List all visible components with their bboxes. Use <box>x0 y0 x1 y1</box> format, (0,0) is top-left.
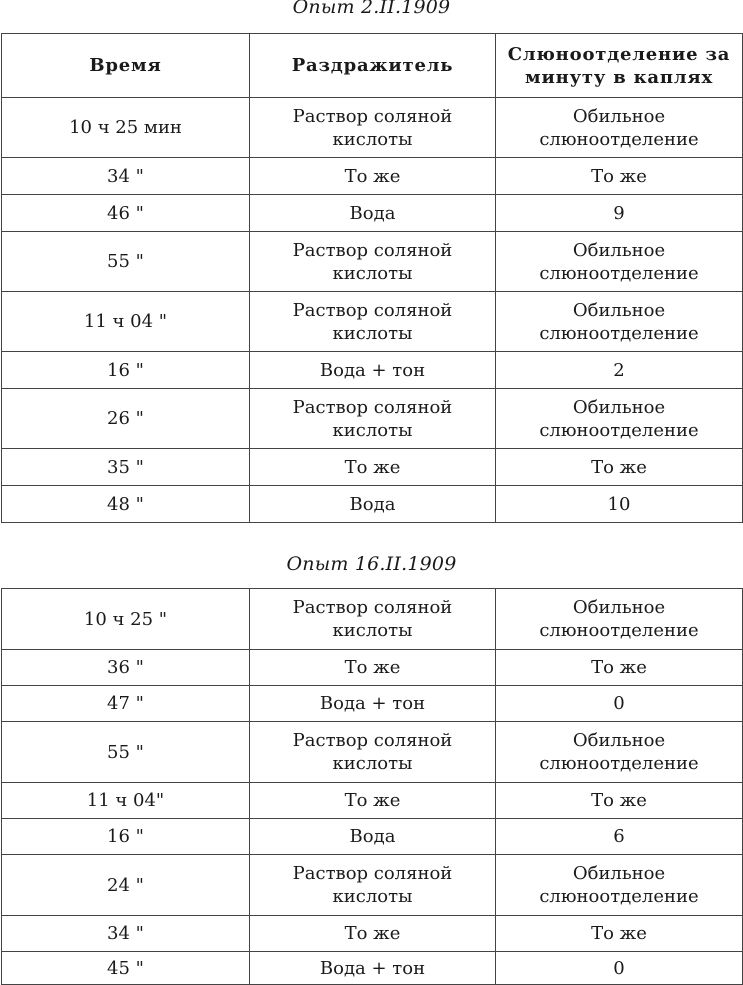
cell-salivation: Обильное слюноотделение <box>496 589 743 650</box>
cell-stimulus: Вода + тон <box>250 352 496 389</box>
table-row <box>2 650 743 686</box>
table-row <box>2 916 743 952</box>
cell-salivation: 9 <box>496 195 743 232</box>
cell-stimulus: Вода <box>250 195 496 232</box>
table-row <box>2 389 743 449</box>
cell-stimulus: То же <box>250 916 496 952</box>
cell-time: 34 " <box>2 158 250 195</box>
table-row <box>2 686 743 722</box>
cell-salivation: 0 <box>496 686 743 722</box>
cell-stimulus: То же <box>250 650 496 686</box>
experiment-1-table <box>1 33 743 523</box>
cell-salivation: То же <box>496 916 743 952</box>
cell-salivation: Обильное слюноотделение <box>496 292 743 352</box>
table-row <box>2 783 743 819</box>
cell-time: 55 " <box>2 722 250 783</box>
cell-time: 47 " <box>2 686 250 722</box>
cell-time: 24 " <box>2 855 250 916</box>
cell-time: 34 " <box>2 916 250 952</box>
cell-salivation: Обильное слюноотделение <box>496 389 743 449</box>
cell-time: 46 " <box>2 195 250 232</box>
cell-salivation: Обильное слюноотделение <box>496 98 743 158</box>
cell-time: 45 " <box>2 952 250 985</box>
cell-time: 36 " <box>2 650 250 686</box>
table-row <box>2 486 743 523</box>
table-row <box>2 722 743 783</box>
cell-time: 11 ч 04" <box>2 783 250 819</box>
cell-salivation: То же <box>496 449 743 486</box>
cell-salivation: Обильное слюноотделение <box>496 855 743 916</box>
cell-salivation: 10 <box>496 486 743 523</box>
table-row <box>2 352 743 389</box>
cell-salivation: Обильное слюноотделение <box>496 232 743 292</box>
cell-stimulus: Вода <box>250 486 496 523</box>
header-stimulus: Раздражитель <box>250 34 496 98</box>
cell-stimulus: Раствор соляной кислоты <box>250 389 496 449</box>
cell-time: 48 " <box>2 486 250 523</box>
cell-stimulus: Раствор соляной кислоты <box>250 855 496 916</box>
cell-time: 16 " <box>2 819 250 855</box>
cell-time: 10 ч 25 " <box>2 589 250 650</box>
table-header-row <box>2 34 743 98</box>
table-row <box>2 449 743 486</box>
cell-stimulus: Раствор соляной кислоты <box>250 722 496 783</box>
table-row <box>2 292 743 352</box>
table-row <box>2 232 743 292</box>
cell-stimulus: Вода <box>250 819 496 855</box>
cell-stimulus: То же <box>250 158 496 195</box>
header-salivation: Слюноотделение за минуту в каплях <box>496 34 743 98</box>
cell-stimulus: То же <box>250 783 496 819</box>
cell-stimulus: Вода + тон <box>250 952 496 985</box>
cell-salivation: 6 <box>496 819 743 855</box>
cell-salivation: То же <box>496 650 743 686</box>
cell-time: 10 ч 25 мин <box>2 98 250 158</box>
cell-stimulus: Раствор соляной кислоты <box>250 232 496 292</box>
cell-salivation: 2 <box>496 352 743 389</box>
cell-salivation: То же <box>496 158 743 195</box>
table-row <box>2 589 743 650</box>
cell-salivation: Обильное слюноотделение <box>496 722 743 783</box>
cell-time: 16 " <box>2 352 250 389</box>
table-row <box>2 819 743 855</box>
cell-stimulus: То же <box>250 449 496 486</box>
cell-stimulus: Вода + тон <box>250 686 496 722</box>
experiment-2-table <box>1 588 743 985</box>
cell-salivation: 0 <box>496 952 743 985</box>
table-row <box>2 158 743 195</box>
cell-stimulus: Раствор соляной кислоты <box>250 292 496 352</box>
table-row <box>2 98 743 158</box>
cell-salivation: То же <box>496 783 743 819</box>
experiment-1-caption: Опыт 2.II.1909 <box>292 0 451 18</box>
table-row <box>2 195 743 232</box>
cell-time: 35 " <box>2 449 250 486</box>
header-time: Время <box>2 34 250 98</box>
table-row <box>2 855 743 916</box>
experiment-2-caption: Опыт 16.II.1909 <box>286 553 457 575</box>
cell-time: 55 " <box>2 232 250 292</box>
cell-time: 11 ч 04 " <box>2 292 250 352</box>
table-row <box>2 952 743 985</box>
cell-stimulus: Раствор соляной кислоты <box>250 589 496 650</box>
cell-time: 26 " <box>2 389 250 449</box>
cell-stimulus: Раствор соляной кислоты <box>250 98 496 158</box>
